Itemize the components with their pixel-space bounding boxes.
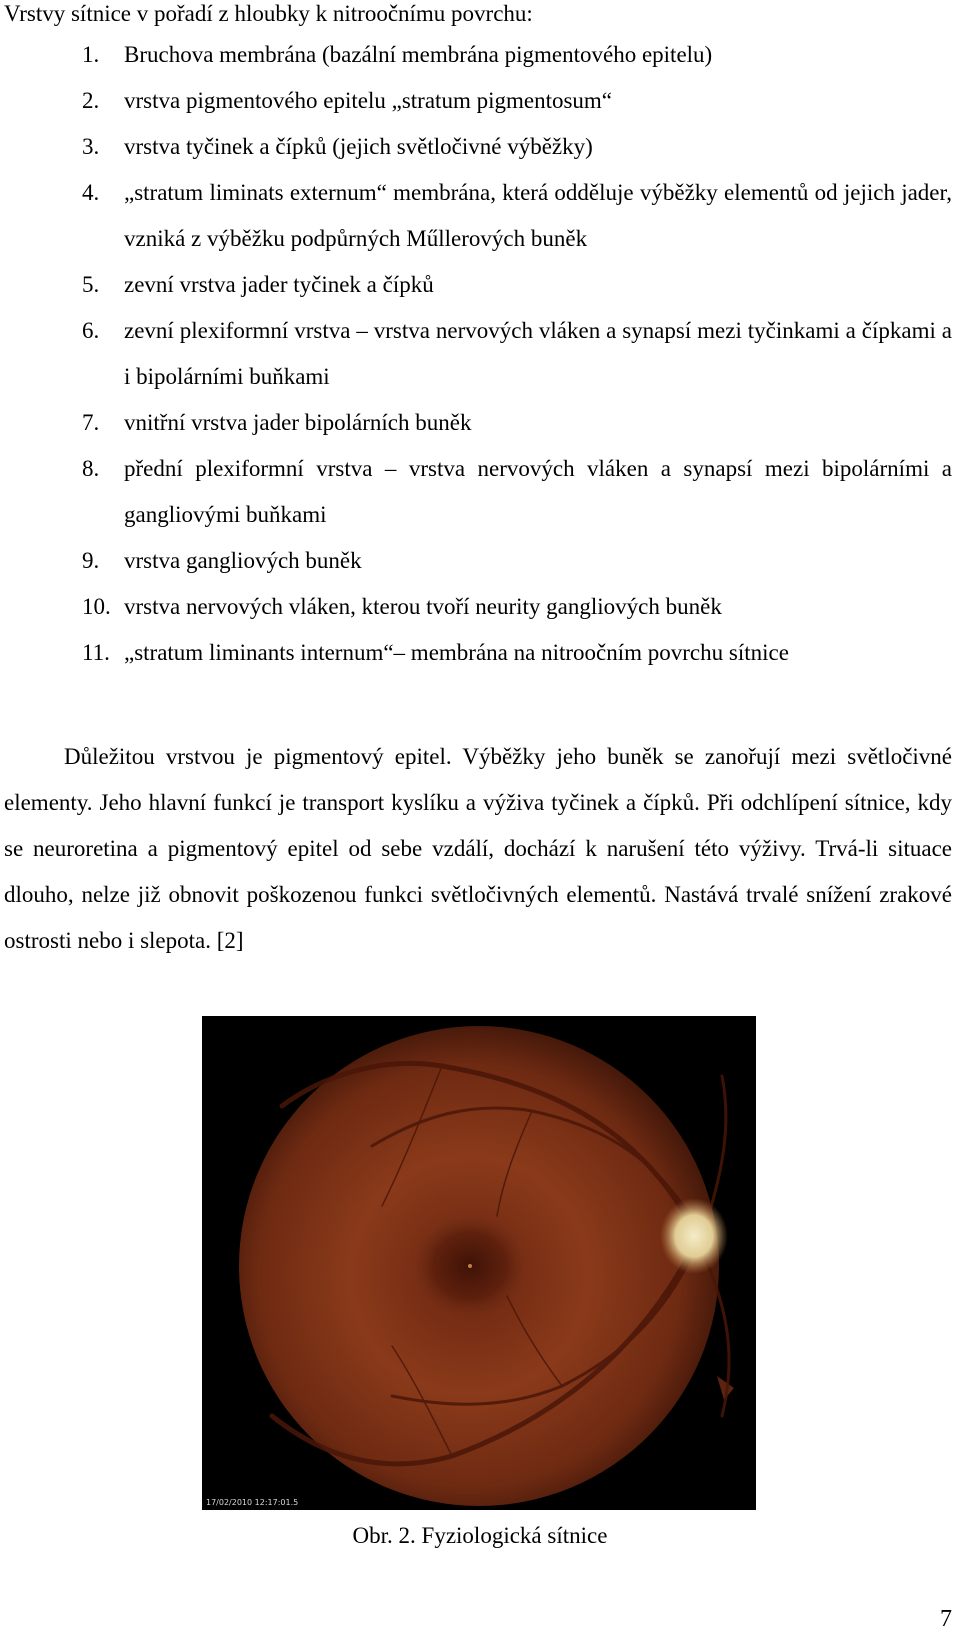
list-item xyxy=(82,446,952,538)
list-number: 5. xyxy=(82,272,100,297)
list-text: Bruchova membrána (bazální membrána pigmentového epitelu) xyxy=(124,42,713,67)
list-text: vrstva gangliových buněk xyxy=(124,548,362,573)
page-number: 7 xyxy=(940,1606,952,1632)
list-text: vrstva nervových vláken, kterou tvoří neurity gangliových buněk xyxy=(124,594,722,619)
list-number: 11. xyxy=(82,640,110,665)
list-text: vrstva tyčinek a čípků (jejich světločivné výběžky) xyxy=(124,134,593,159)
list-text: vnitřní vrstva jader bipolárních buněk xyxy=(124,410,472,435)
intro-text: Vrstvy sítnice v pořadí z hloubky k nitroočnímu povrchu: xyxy=(4,1,533,26)
list-text: zevní vrstva jader tyčinek a čípků xyxy=(124,272,434,297)
list-item xyxy=(82,124,952,170)
list-item xyxy=(82,170,952,262)
body-paragraph: Důležitou vrstvou je pigmentový epitel. Výběžky jeho buněk se zanořují mezi světločivné elementy. Jeho hlavní funkcí je transport kyslíku a výživa tyčinek a čípků. Při odchlípení sítnice, kdy se neuroretina a pigmentový epitel od sebe vzdálí, dochází k narušení této výživy. Trvá-li situace dlouho, nelze již obnovit poškozenou funkci světločivných elementů. Nastává trvalé snížení zrakové ostrosti nebo i slepota. [2] xyxy=(4,744,952,953)
image-timestamp: 17/02/2010 12:17:01.5 xyxy=(206,1498,299,1507)
list-number: 6. xyxy=(82,318,100,343)
list-number: 2. xyxy=(82,88,100,113)
list-item xyxy=(82,584,952,630)
retina-fundus-image xyxy=(202,1016,756,1510)
list-item xyxy=(82,32,952,78)
list-number: 8. xyxy=(82,456,100,481)
list-item xyxy=(82,308,952,400)
list-number: 9. xyxy=(82,548,100,573)
list-item xyxy=(82,538,952,584)
list-item xyxy=(82,630,952,676)
fundus-photo-drawing xyxy=(202,1016,756,1510)
list-text: zevní plexiformní vrstva – vrstva nervových vláken a synapsí mezi tyčinkami a čípkami a i bipolárními buňkami xyxy=(124,318,952,389)
figure-caption: Obr. 2. Fyziologická sítnice xyxy=(352,1523,608,1548)
list-text: vrstva pigmentového epitelu „stratum pigmentosum“ xyxy=(124,88,613,113)
list-item xyxy=(82,262,952,308)
list-number: 3. xyxy=(82,134,100,159)
list-text: „stratum liminants internum“– membrána na nitroočním povrchu sítnice xyxy=(124,640,789,665)
list-number: 4. xyxy=(82,180,100,205)
list-item xyxy=(82,78,952,124)
list-text: „stratum liminats externum“ membrána, která odděluje výběžky elementů od jejich jader, vzniká z výběžku podpůrných Műllerových buněk xyxy=(124,180,952,251)
list-number: 10. xyxy=(82,594,111,619)
optic-disc-shape xyxy=(660,1198,728,1274)
list-item xyxy=(82,400,952,446)
list-text: přední plexiformní vrstva – vrstva nervových vláken a synapsí mezi bipolárními a gangliovými buňkami xyxy=(124,456,952,527)
list-number: 7. xyxy=(82,410,100,435)
list-number: 1. xyxy=(82,42,100,67)
